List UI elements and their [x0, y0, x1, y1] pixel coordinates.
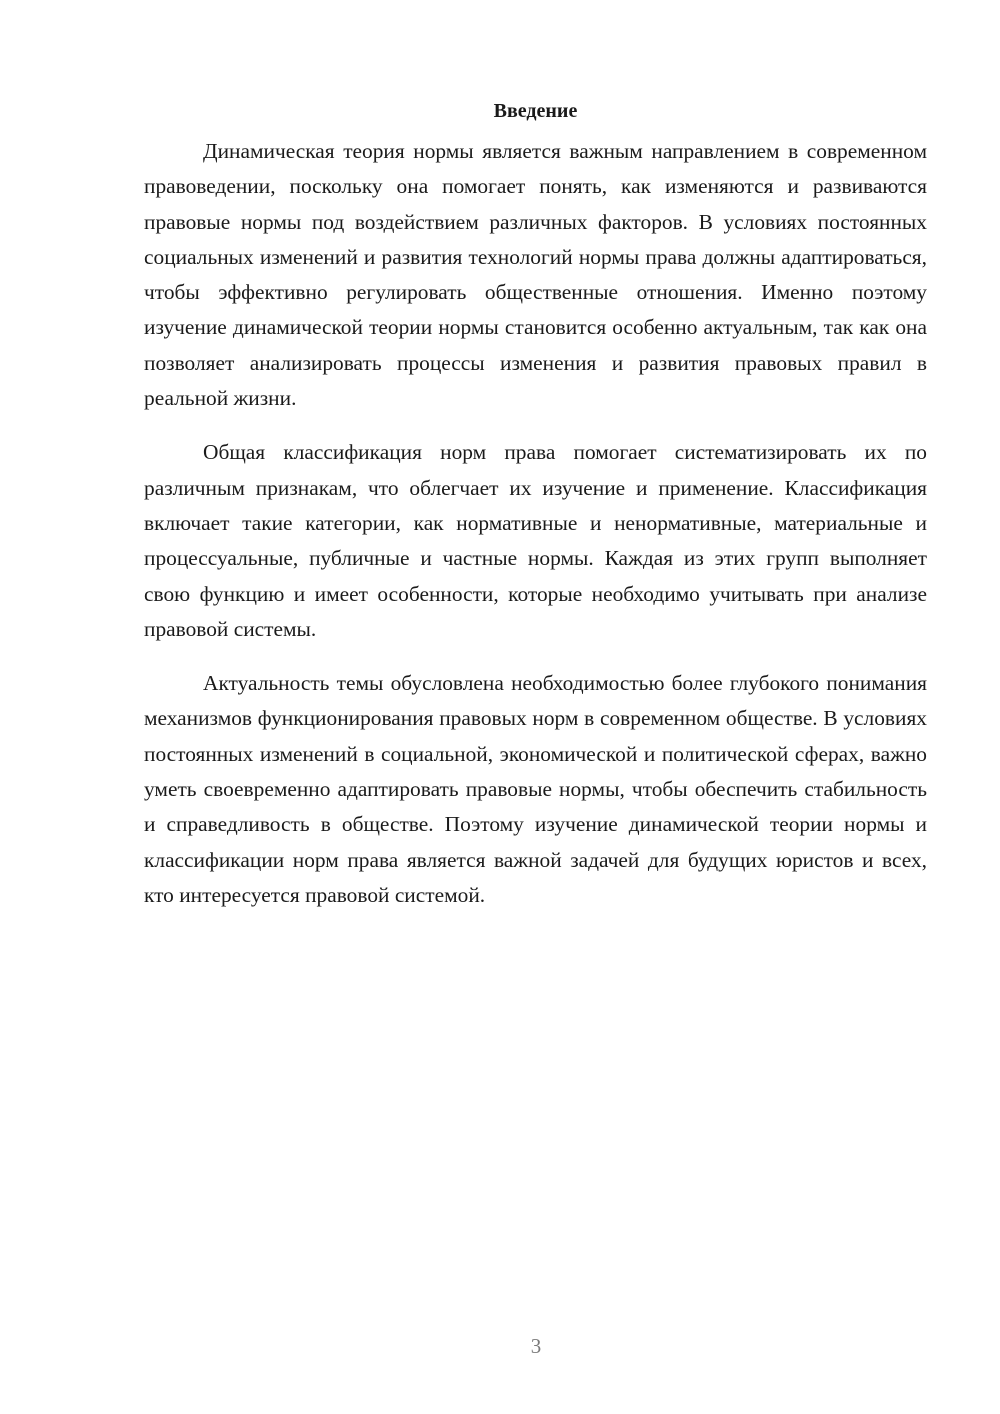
section-title: Введение — [493, 100, 578, 122]
paragraph-classification: Общая классификация норм права помогает систематизировать их по различным признакам, что облегчает их изучение и применение. Классификация включает такие категории, как нормативные и ненормативные, материальные и процессуальные, публичные и частные нормы. Каждая из этих групп выполняет свою функцию и имеет особенности, которые необходимо учитывать при анализе правовой системы. — [144, 440, 927, 641]
paragraph-relevance: Актуальность темы обусловлена необходимостью более глубокого понимания механизмов функционирования правовых норм в современном обществе. В условиях постоянных изменений в социальной, экономической и политической сферах, важно уметь своевременно адаптировать правовые нормы, чтобы обеспечить стабильность и справедливость в обществе. Поэтому изучение динамической теории нормы и классификации норм права является важной задачей для будущих юристов и всех, кто интересуется правовой системой. — [144, 671, 927, 907]
page-number: 3 — [530, 1334, 542, 1358]
paragraph-dynamic-theory: Динамическая теория нормы является важным направлением в современном правоведении, поскольку она помогает понять, как изменяются и развиваются правовые нормы под воздействием различных факторов. В условиях постоянных социальных изменений и развития технологий нормы права должны адаптироваться, чтобы эффективно регулировать общественные отношения. Именно поэтому изучение динамической теории нормы становится особенно актуальным, так как она позволяет анализировать процессы изменения и развития правовых правил в реальной жизни. — [144, 139, 927, 411]
page-content — [144, 96, 927, 913]
